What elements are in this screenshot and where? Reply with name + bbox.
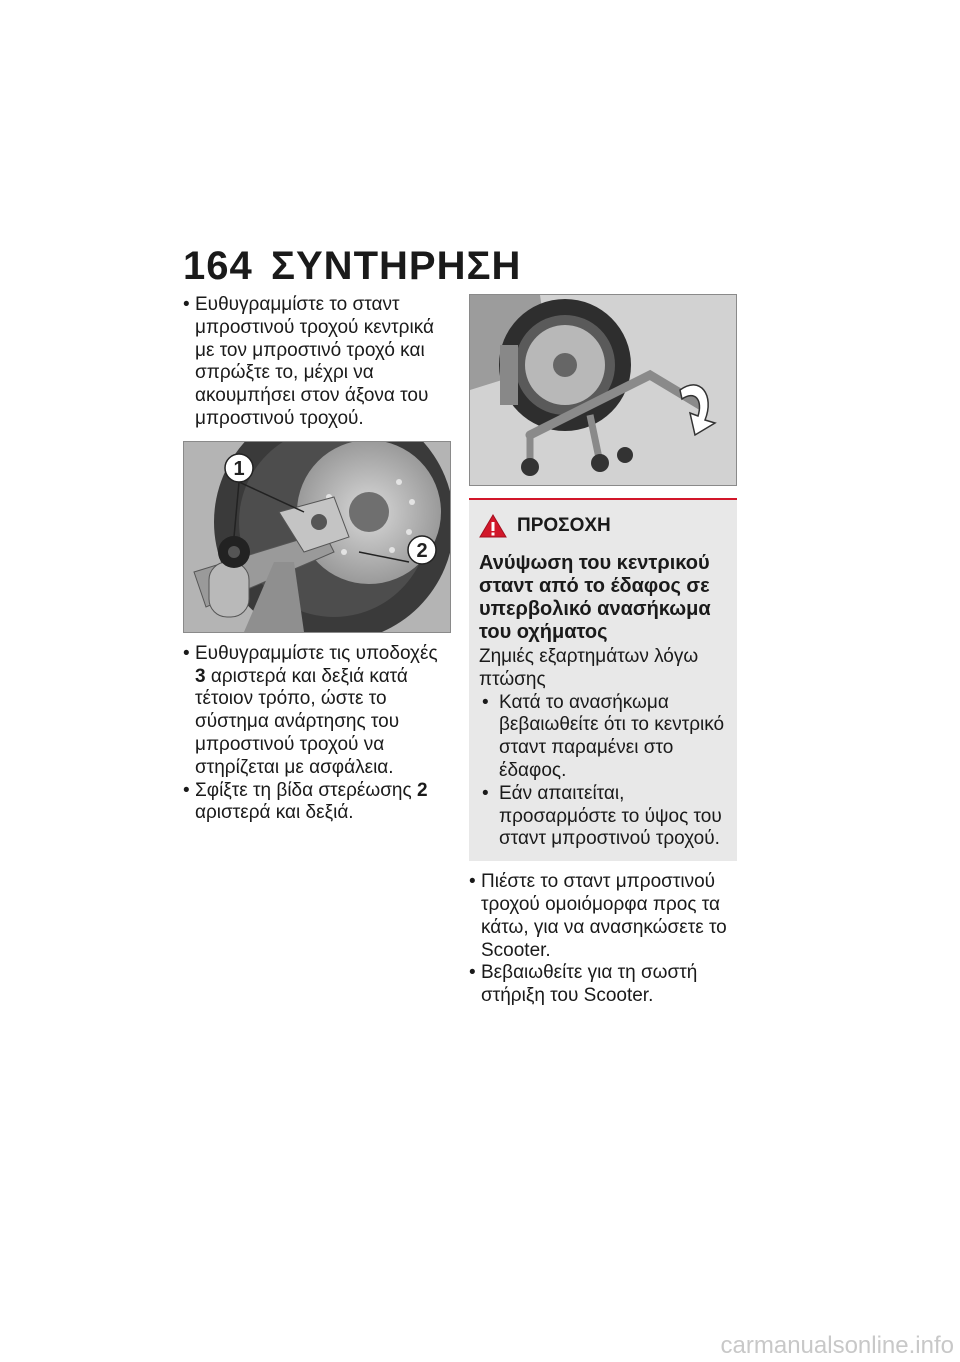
watermark: carmanualsonline.info [720, 1332, 954, 1359]
warning-title: Ανύψωση του κεντρικού σταντ από το έδαφος σε υπερβολικό ανασήκωμα του οχήματος [479, 552, 711, 643]
stand-mount-illustration [184, 442, 450, 632]
callout-2-label: 2 [416, 539, 428, 562]
step-text: Ευθυγραμμίστε τις υποδοχές [195, 642, 438, 664]
steps-list-top [183, 294, 451, 431]
ref-number-3: 3 [195, 665, 206, 687]
figure-stand-lift [469, 294, 737, 486]
warning-label: ΠΡΟΣΟΧΗ [517, 514, 611, 536]
page-header [183, 244, 521, 289]
figure-stand-mount [183, 441, 451, 633]
right-column [469, 294, 737, 1008]
stand-lift-illustration [470, 295, 736, 485]
warning-item: • Εάν απαιτείται, προσαρμόστε το ύψος του σταντ μπροστινού τροχού. [479, 783, 727, 851]
step-align-stand: • Ευθυγραμμίστε το σταντ μπροστινού τροχού κεντρικά με τον μπροστινό τροχό και σπρώξτε το, μέχρι να ακουμπήσει στον άξονα του μπροστινού τροχού. [183, 294, 451, 431]
steps-list-right [469, 871, 737, 1008]
step-text: αριστερά και δεξιά. [195, 802, 354, 824]
step-align-sockets [183, 643, 451, 780]
steps-list-bottom [183, 643, 451, 825]
callout-2 [408, 536, 436, 564]
warning-triangle-icon [479, 514, 507, 538]
callout-1-label: 1 [233, 457, 245, 480]
warning-list [479, 692, 727, 852]
step-text: αριστερά και δεξιά κατά τέτοιον τρόπο, ώστε το σύστημα ανάρτησης του μπροστινού τροχού να στηρίζεται με ασφάλεια. [195, 665, 408, 778]
callout-1 [225, 454, 253, 482]
warning-consequence: Ζημιές εξαρτημάτων λόγω πτώσης [479, 646, 699, 690]
page-title: ΣΥΝΤΗΡΗΣΗ [271, 244, 522, 288]
step-press-stand: • Πιέστε το σταντ μπροστινού τροχού ομοιόμορφα προς τα κάτω, για να ανασηκώσετε το Scooter. [469, 871, 737, 962]
step-verify-support: • Βεβαιωθείτε για τη σωστή στήριξη του Scooter. [469, 962, 737, 1008]
step-text: Σφίξτε τη βίδα στερέωσης [195, 779, 417, 801]
ref-number-2: 2 [416, 779, 428, 801]
left-column [183, 294, 451, 825]
page-number: 164 [183, 244, 253, 288]
warning-body [479, 646, 727, 851]
warning-header [479, 514, 727, 538]
warning-box [469, 498, 737, 861]
step-tighten-screw [183, 780, 451, 826]
warning-item: • Κατά το ανασήκωμα βεβαιωθείτε ότι το κεντρικό σταντ παραμένει στο έδαφος. [479, 692, 727, 783]
